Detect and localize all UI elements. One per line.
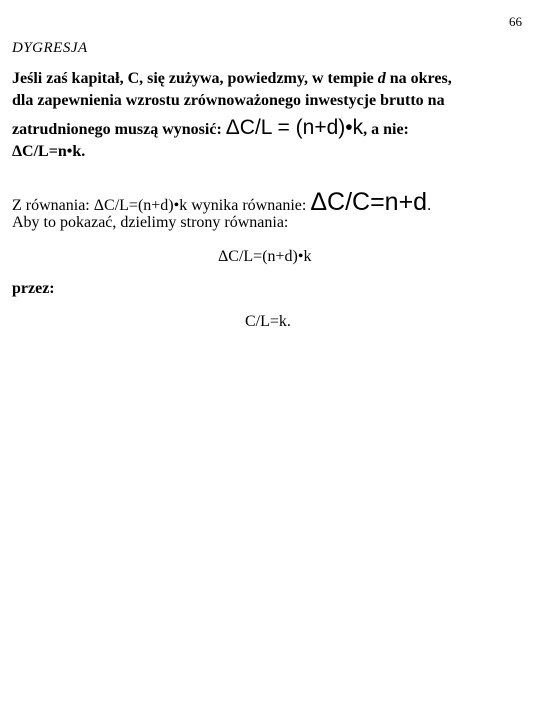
section-title: DYGRESJA	[12, 40, 88, 56]
equation-centered: ΔC/L=(n+d)•k	[218, 248, 312, 265]
paragraph1-line1	[12, 70, 452, 88]
equation-final: C/L=k.	[245, 313, 291, 330]
text-run: Z równania:	[12, 197, 94, 214]
text-run: na okres,	[385, 70, 452, 87]
text-run: .	[427, 197, 432, 214]
page-number: 66	[509, 14, 522, 29]
paragraph2-line2: Aby to pokazać, dzielimy strony równania:	[12, 214, 289, 231]
paragraph2-line1	[12, 188, 431, 217]
paragraph1-line4: ΔC/L=n•k.	[12, 143, 86, 160]
equation-gross-investment: ΔC/L = (n+d)•k	[225, 116, 364, 139]
equation-inline: ΔC/L=(n+d)•k	[93, 197, 188, 214]
text-run: wynika równanie:	[187, 197, 311, 214]
paragraph1-line2: dla zapewnienia wzrostu zrównoważonego inwestycje brutto na	[12, 92, 445, 109]
text-run: , a nie:	[363, 121, 409, 138]
equation-result: ΔC/C=n+d	[310, 188, 428, 216]
paragraph1-line3	[12, 116, 409, 140]
przez-label: przez:	[12, 280, 55, 297]
text-run: zatrudnionego muszą wynosić:	[12, 121, 226, 138]
text-run: Jeśli zaś kapitał, C, się zużywa, powiedzmy, w tempie	[12, 70, 378, 87]
variable-d: d	[377, 70, 386, 87]
